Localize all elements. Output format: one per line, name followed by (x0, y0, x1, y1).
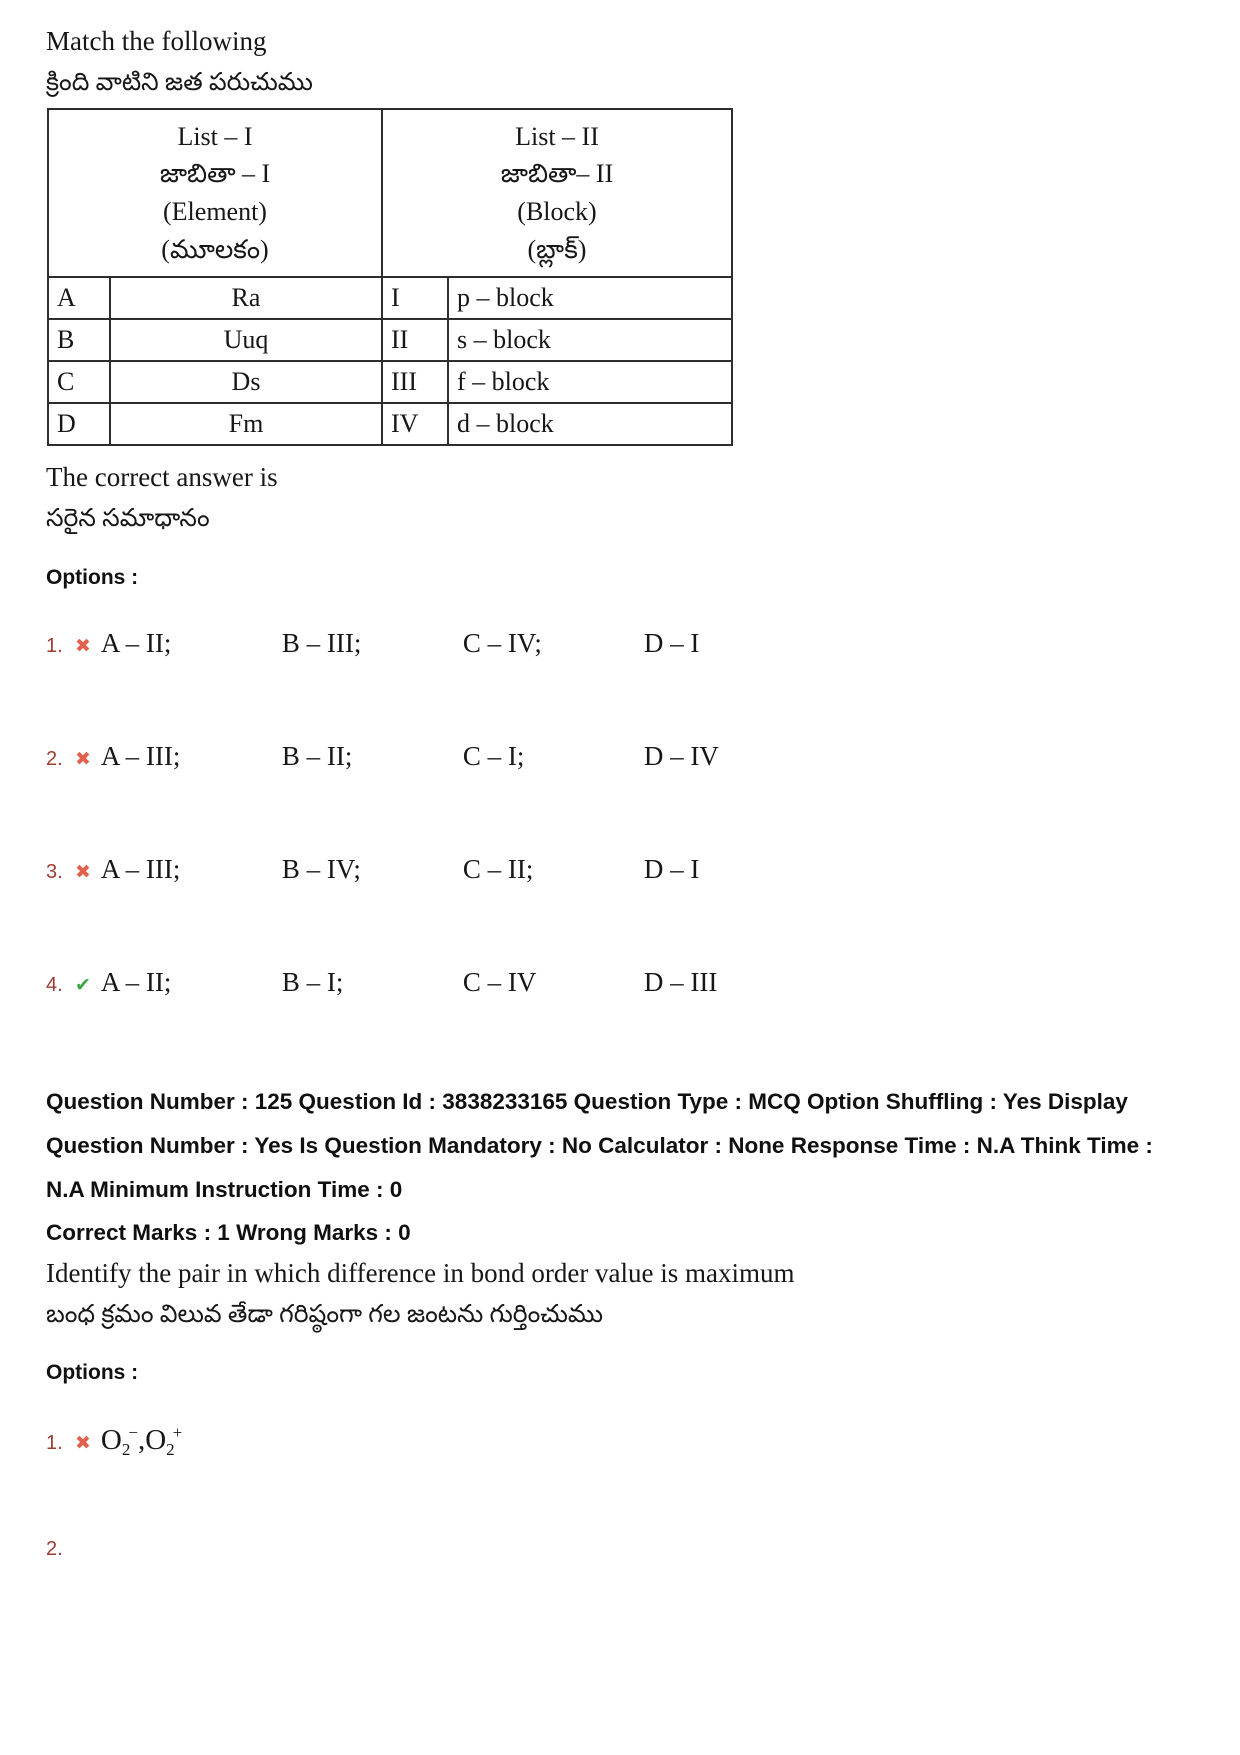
row-label: D (48, 403, 110, 445)
list2-title: List – II (515, 121, 599, 151)
wrong-icon: ✖ (75, 860, 91, 883)
option-row-2 (46, 741, 1194, 772)
row-element: Uuq (110, 319, 382, 361)
option-number: 2. (46, 1538, 63, 1561)
option-pair-c: C – I; (462, 740, 525, 771)
option-pair-d: D – IV (643, 740, 719, 771)
row-block: f – block (448, 361, 732, 403)
answer-intro-en: The correct answer is (46, 462, 278, 493)
option-row-1 (46, 628, 1194, 659)
option-pair-b: B – I; (281, 966, 344, 997)
option-pair-a: A – III; (100, 853, 181, 884)
option-number: 3. (46, 860, 63, 883)
option-pair-b: B – IV; (281, 853, 361, 884)
option-pair-b: B – III; (281, 627, 362, 658)
list1-title: List – I (177, 121, 253, 151)
table-row (48, 361, 732, 403)
match-table (47, 108, 733, 447)
list2-title-telugu: జాబితా– II (500, 159, 614, 189)
row-block: s – block (448, 319, 732, 361)
row-element: Ra (110, 277, 382, 319)
list1-title-telugu: జాబితా – I (159, 159, 271, 189)
options-label: Options : (46, 1361, 139, 1385)
table-row (48, 277, 732, 319)
question-125-block (46, 1080, 1194, 1561)
marks-line: Correct Marks : 1 Wrong Marks : 0 (46, 1219, 411, 1245)
option-pair-a: A – III; (100, 740, 181, 771)
option-row-3 (46, 854, 1194, 885)
formula-base: O (100, 1424, 122, 1457)
correct-icon: ✔ (75, 973, 91, 996)
row-block: d – block (448, 403, 732, 445)
question-text-en: Identify the pair in which difference in bond order value is maximum (46, 1257, 795, 1288)
option-pair-c: C – II; (462, 853, 534, 884)
option-number: 2. (46, 747, 63, 770)
option-pair-a: A – II; (100, 966, 172, 997)
option-pair-a: A – II; (100, 627, 172, 658)
question-text-en: Match the following (46, 26, 267, 56)
table-row (48, 403, 732, 445)
formula-comma: , (137, 1424, 146, 1457)
formula-superscript: + (172, 1423, 183, 1443)
formula-base: O (145, 1424, 167, 1457)
question-text-telugu: క్రింది వాటిని జత పరుచుము (46, 69, 313, 97)
question-124-block (46, 24, 1194, 998)
option-number: 4. (46, 973, 63, 996)
option-pair-b: B – II; (281, 740, 353, 771)
option-row-1 (46, 1423, 1194, 1460)
list2-subtitle: (Block) (517, 196, 597, 226)
option-number: 1. (46, 1432, 63, 1455)
list1-header-cell (48, 109, 382, 278)
question-meta: Question Number : 125 Question Id : 3838233165 Question Type : MCQ Option Shuffling : Yes Display Question Number : Yes Is Question Mandatory : No Calculator : None Response Time : N.A Think Time : N.A Minimum Instruction Time : 0 (46, 1088, 1153, 1202)
wrong-icon: ✖ (75, 747, 91, 770)
option-pair-d: D – I (643, 627, 700, 658)
row-numeral: III (382, 361, 448, 403)
row-numeral: I (382, 277, 448, 319)
row-label: A (48, 277, 110, 319)
row-numeral: IV (382, 403, 448, 445)
option-pair-c: C – IV (462, 966, 537, 997)
wrong-icon: ✖ (75, 634, 91, 657)
list1-subtitle: (Element) (163, 196, 267, 226)
list1-subtitle-telugu: (మూలకం) (161, 234, 269, 264)
list2-subtitle-telugu: (బ్లాక్) (527, 234, 587, 264)
option-pair-d: D – III (643, 966, 718, 997)
table-row (48, 319, 732, 361)
options-label: Options : (46, 565, 139, 589)
answer-intro-telugu: సరైన సమాధానం (46, 505, 210, 533)
formula-subscript: 2 (121, 1440, 131, 1460)
row-block: p – block (448, 277, 732, 319)
row-element: Ds (110, 361, 382, 403)
option-row-4 (46, 967, 1194, 998)
row-numeral: II (382, 319, 448, 361)
wrong-icon: ✖ (75, 1432, 91, 1455)
chemical-formula (101, 1423, 182, 1460)
row-element: Fm (110, 403, 382, 445)
option-number: 1. (46, 634, 63, 657)
question-text-telugu: బంధ క్రమం విలువ తేడా గరిష్ఠంగా గల జంటను గుర్తించుము (46, 1300, 604, 1328)
table-header-row (48, 109, 732, 278)
option-pair-c: C – IV; (462, 627, 542, 658)
formula-superscript: − (128, 1423, 138, 1443)
list2-header-cell (382, 109, 732, 278)
option-pair-d: D – I (643, 853, 700, 884)
formula-subscript: 2 (166, 1440, 175, 1460)
row-label: B (48, 319, 110, 361)
row-label: C (48, 361, 110, 403)
